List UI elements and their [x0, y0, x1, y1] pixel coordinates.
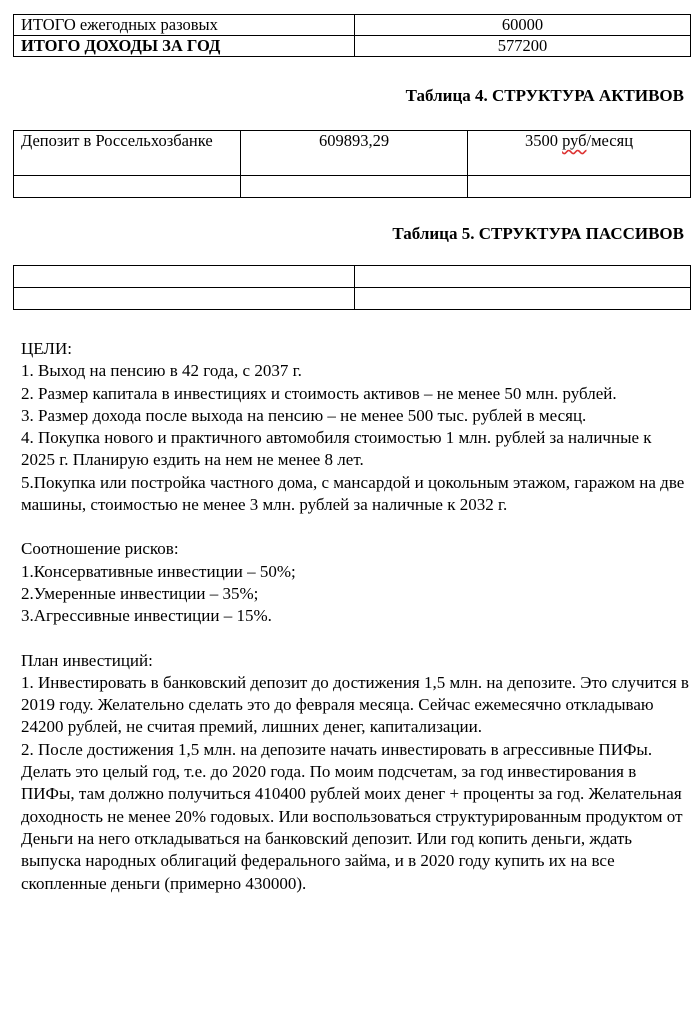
spacer: [21, 516, 689, 538]
table-row: [14, 266, 691, 288]
asset-amount-cell: 609893,29: [241, 131, 468, 176]
empty-cell: [14, 288, 355, 310]
list-item: 2.Умеренные инвестиции – 35%;: [21, 583, 259, 603]
table-row: [14, 131, 691, 176]
liabilities-table-caption: Таблица 5. СТРУКТУРА ПАССИВОВ: [392, 224, 684, 243]
income-value-cell: 60000: [355, 15, 691, 36]
list-item: 1. Инвестировать в банковский депозит до достижения 1,5 млн. на депозите. Это случится в 2019 году. Желательно сделать это до февраля месяца. Сейчас ежемесячно откладываю 24200 рублей, не считая премий, лишних денег, капитализации.: [21, 672, 689, 737]
list-item: 5.Покупка или постройка частного дома, с мансардой и цокольным этажом, гаражом на две машины, стоимостью не менее 3 млн. рублей за наличные к 2032 г.: [21, 472, 685, 515]
list-item: 1.Консервативные инвестиции – 50%;: [21, 561, 296, 581]
empty-cell: [468, 176, 691, 198]
document-body: [21, 338, 689, 895]
list-item: 2. Размер капитала в инвестициях и стоимость активов – не менее 50 млн. рублей.: [21, 383, 617, 403]
income-label-cell: ИТОГО ДОХОДЫ ЗА ГОД: [14, 36, 355, 57]
table-row: [14, 176, 691, 198]
list-item: 3.Агрессивные инвестиции – 15%.: [21, 606, 272, 626]
income-totals-table: [13, 14, 691, 57]
risks-heading: Соотношение рисков:: [21, 539, 179, 559]
list-item: 1. Выход на пенсию в 42 года, с 2037 г.: [21, 361, 302, 381]
list-item: 3. Размер дохода после выхода на пенсию – не менее 500 тыс. рублей в месяц.: [21, 405, 587, 425]
assets-table: [13, 130, 691, 198]
income-label-cell: ИТОГО ежегодных разовых: [14, 15, 355, 36]
asset-payment-cell: [468, 131, 691, 176]
liabilities-table: [13, 265, 691, 310]
empty-cell: [241, 176, 468, 198]
payment-unit: /месяц: [586, 131, 634, 150]
income-value-cell: 577200: [355, 36, 691, 57]
table-row: [14, 15, 691, 36]
payment-number: 3500: [524, 131, 563, 150]
list-item: 4. Покупка нового и практичного автомобиля стоимостью 1 млн. рублей за наличные к 2025 г. Планирую ездить на нем не менее 8 лет.: [21, 428, 652, 470]
empty-cell: [14, 176, 241, 198]
assets-table-caption: Таблица 4. СТРУКТУРА АКТИВОВ: [405, 86, 684, 105]
list-item: 2. После достижения 1,5 млн. на депозите начать инвестировать в агрессивные ПИФы. Делать это целый год, т.е. до 2020 года. По моим подсчетам, за год инвестирования в ПИФы, там должно получиться 410400 рублей моих денег + проценты за год. Желательная доходность не менее 20% годовых. Или воспользоваться структурированным продуктом от Деньги на него откладываться на банковский депозит. Или год копить деньги, ждать выпуска народных облигаций федерального займа, и в 2020 году купить их на все скопленные деньги (примерно 430000).: [21, 739, 683, 893]
empty-cell: [355, 266, 691, 288]
goals-heading: ЦЕЛИ:: [21, 339, 72, 358]
spacer: [21, 628, 689, 650]
spellcheck-flagged-word[interactable]: руб: [562, 131, 587, 150]
asset-name-cell: Депозит в Россельхозбанке: [14, 131, 241, 176]
table-row: [14, 288, 691, 310]
empty-cell: [14, 266, 355, 288]
empty-cell: [355, 288, 691, 310]
table-row: [14, 36, 691, 57]
plan-heading: План инвестиций:: [21, 650, 153, 670]
